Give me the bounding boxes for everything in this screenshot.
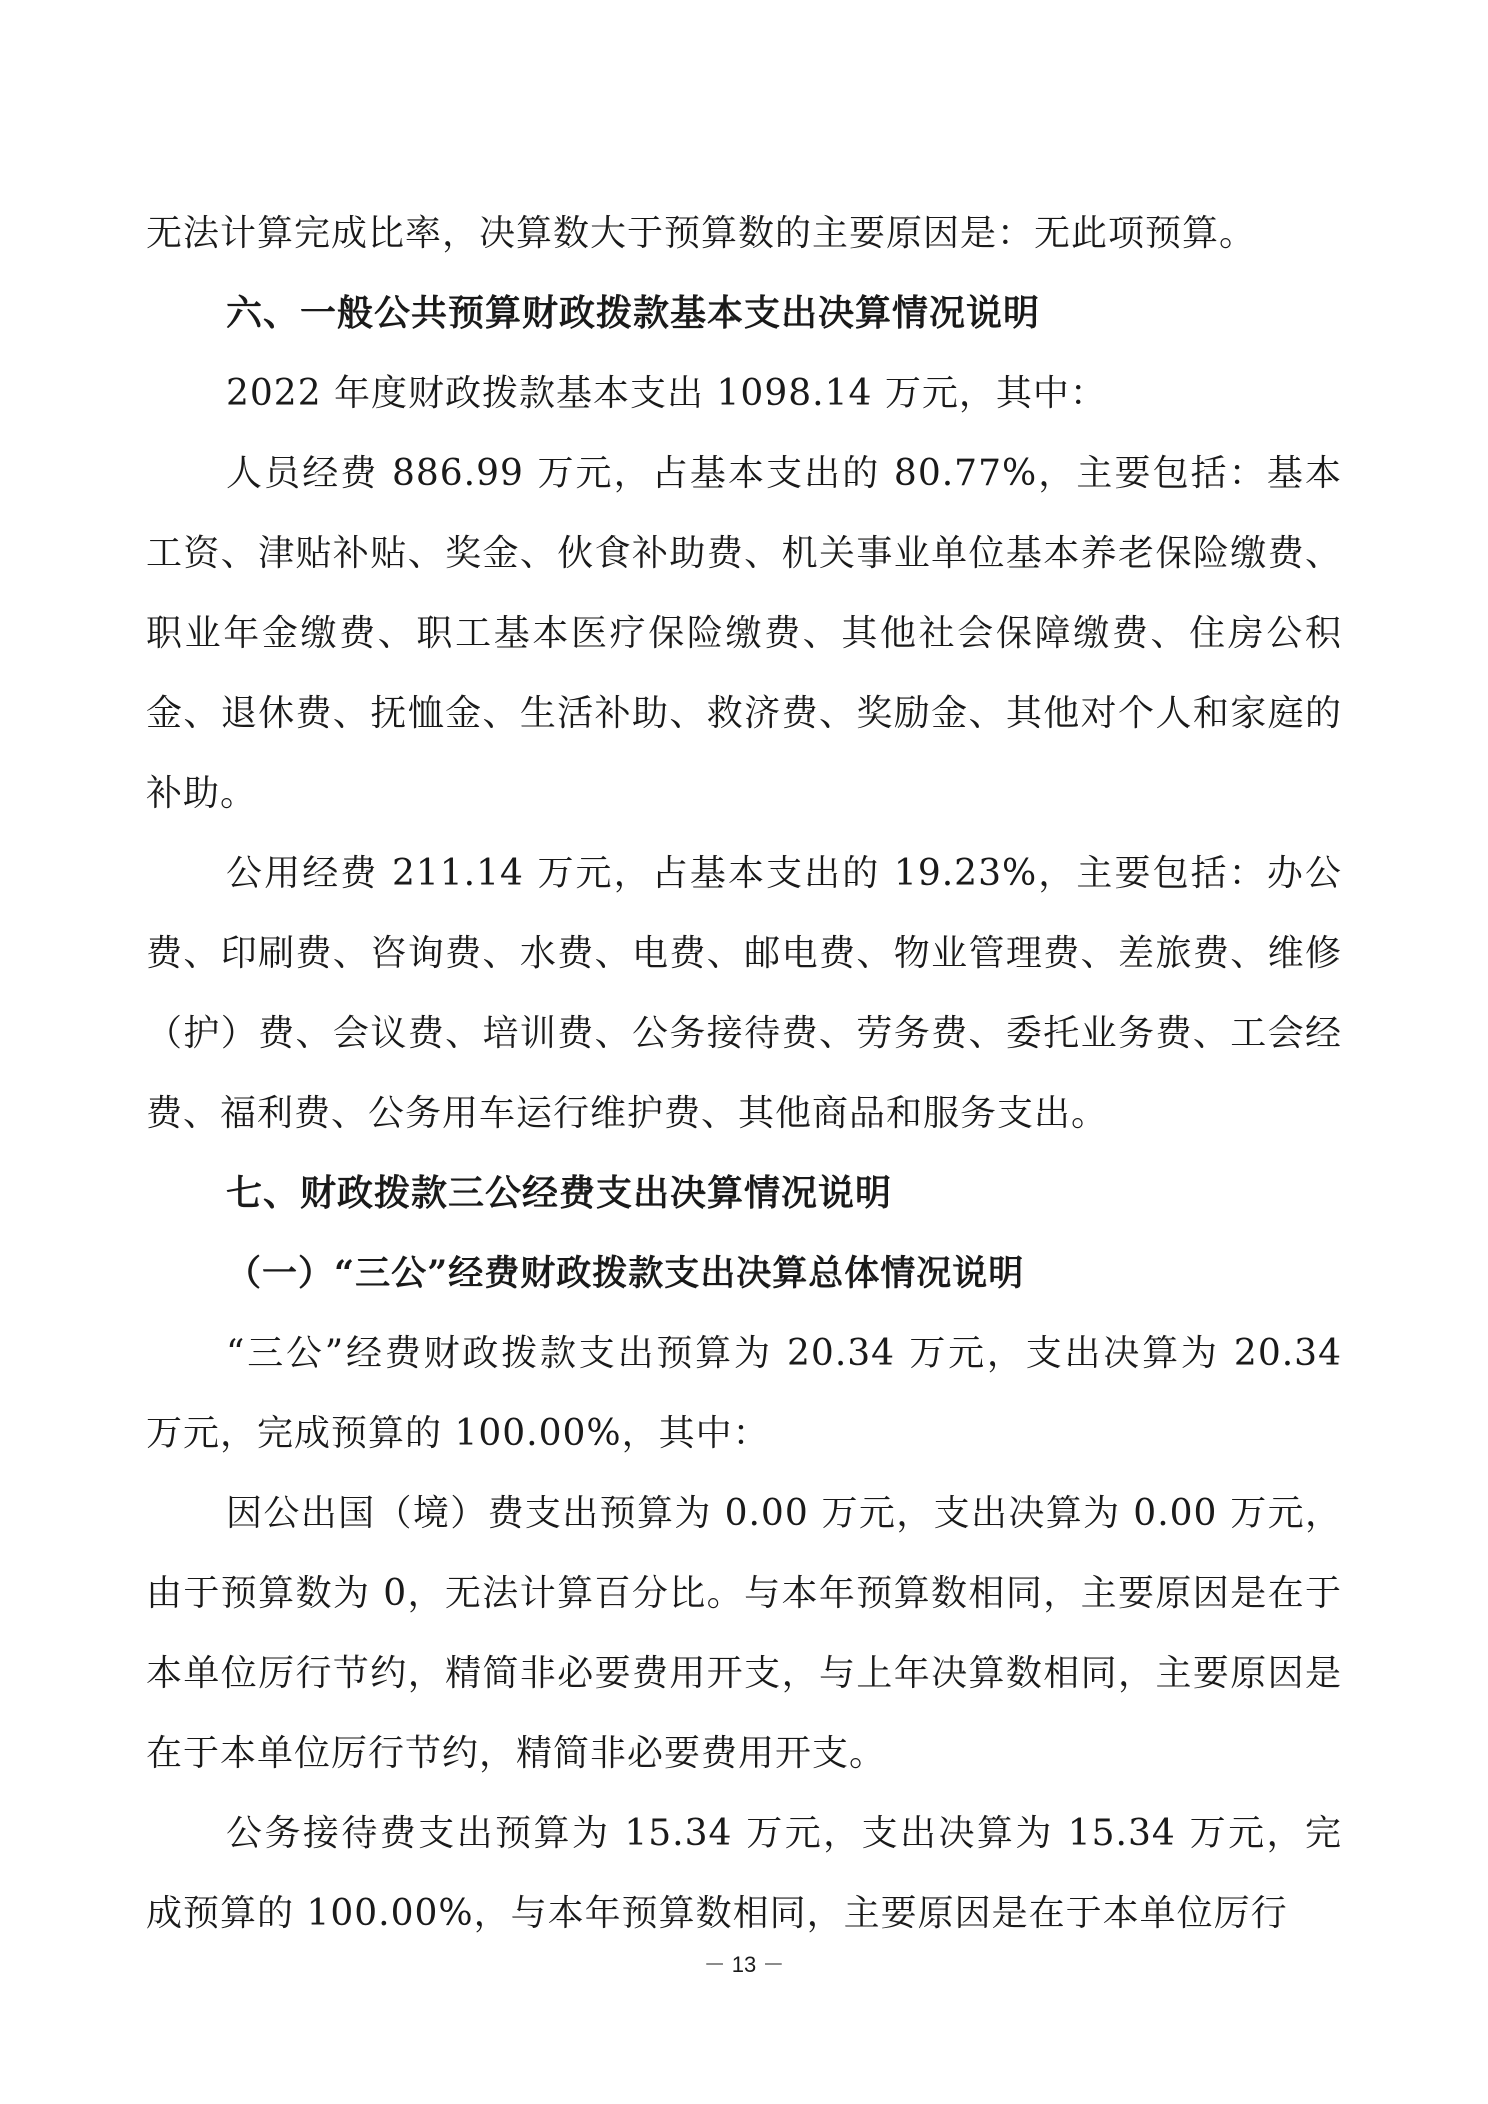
subsection-heading-1: （一）“三公”经费财政拨款支出决算总体情况说明 bbox=[226, 1253, 1025, 1294]
paragraph-1: 无法计算完成比率，决算数大于预算数的主要原因是：无此项预算。 bbox=[146, 213, 1257, 254]
section-heading-6: 六、一般公共预算财政拨款基本支出决算情况说明 bbox=[226, 293, 1041, 334]
paragraph-overseas-travel: 因公出国（境）费支出预算为 0.00 万元，支出决算为 0.00 万元，由于预算数为 0，无法计算百分比。与本年预算数相同，主要原因是在于本单位厉行节约，精简非必要费用开支，与上年决算数相同，主要原因是在于本单位厉行节约，精简非必要费用开支。 bbox=[146, 1493, 1342, 1774]
paragraph-personnel-expenses: 人员经费 886.99 万元，占基本支出的 80.77%，主要包括：基本工资、津贴补贴、奖金、伙食补助费、机关事业单位基本养老保险缴费、职业年金缴费、职工基本医疗保险缴费、其他社会保障缴费、住房公积金、退休费、抚恤金、生活补助、救济费、奖励金、其他对个人和家庭的补助。 bbox=[146, 453, 1342, 814]
page-number: － 13 － bbox=[703, 1952, 785, 1977]
paragraph-three-public-total: “三公”经费财政拨款支出预算为 20.34 万元，支出决算为 20.34 万元，完成预算的 100.00%，其中： bbox=[146, 1333, 1342, 1454]
section-heading-7: 七、财政拨款三公经费支出决算情况说明 bbox=[226, 1173, 893, 1214]
paragraph-2: 2022 年度财政拨款基本支出 1098.14 万元，其中： bbox=[226, 373, 1107, 414]
paragraph-public-expenses: 公用经费 211.14 万元，占基本支出的 19.23%，主要包括：办公费、印刷费、咨询费、水费、电费、邮电费、物业管理费、差旅费、维修（护）费、会议费、培训费、公务接待费、劳务费、委托业务费、工会经费、福利费、公务用车运行维护费、其他商品和服务支出。 bbox=[146, 853, 1342, 1134]
paragraph-reception: 公务接待费支出预算为 15.34 万元，支出决算为 15.34 万元，完成预算的 100.00%，与本年预算数相同，主要原因是在于本单位厉行 bbox=[146, 1813, 1342, 1934]
document-body bbox=[146, 194, 1342, 1954]
